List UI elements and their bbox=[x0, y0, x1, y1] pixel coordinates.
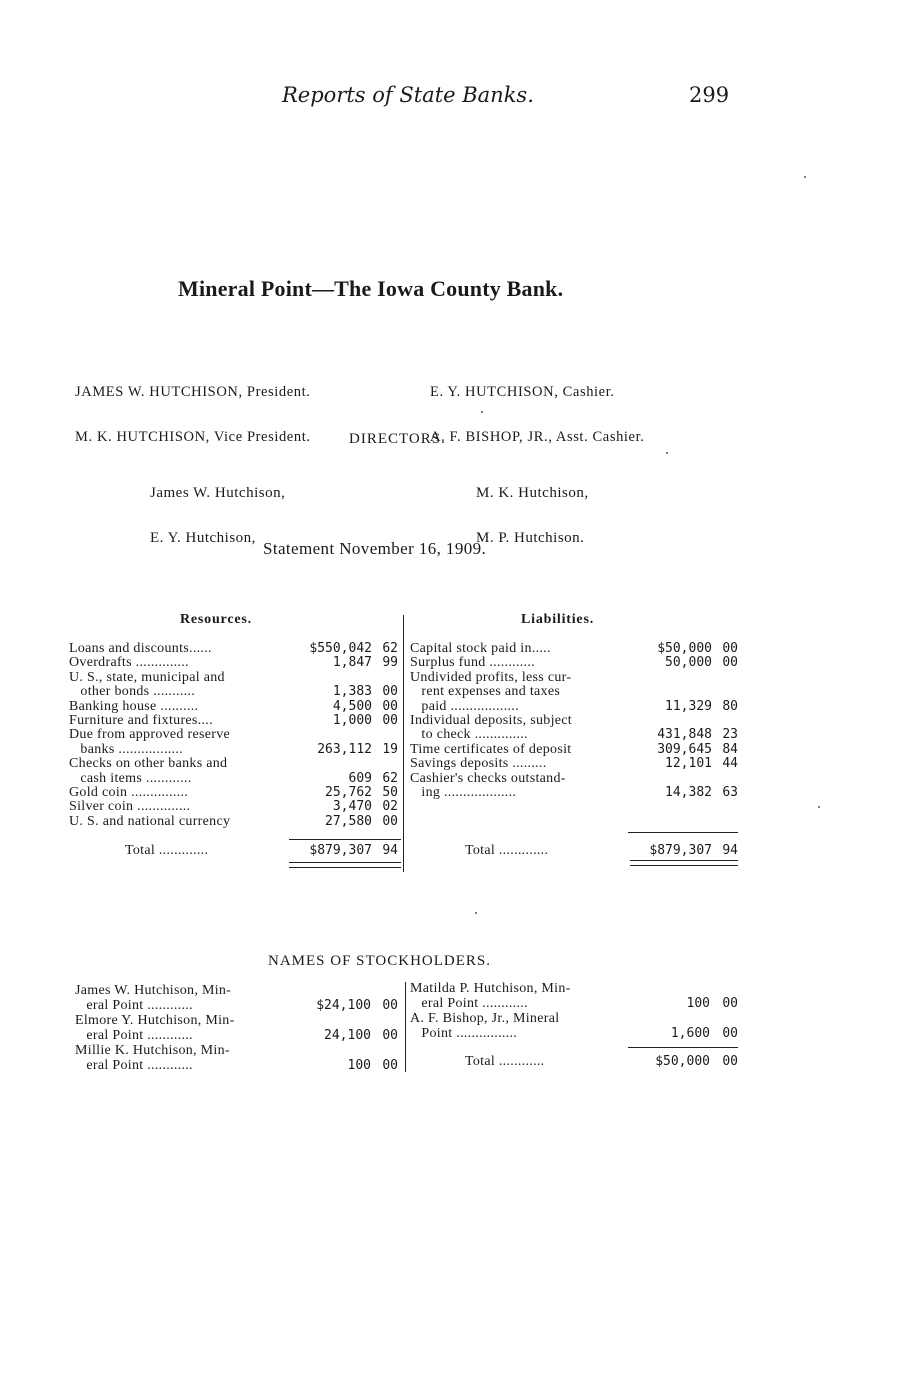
liability-row-label: Undivided profits, less cur- bbox=[410, 669, 572, 685]
stockholder-row-cents: 00 bbox=[382, 998, 398, 1013]
print-speck bbox=[818, 806, 820, 808]
liability-row-amount: 14,382 bbox=[665, 785, 712, 800]
liability-row-cents: 00 bbox=[722, 641, 738, 656]
officers-right bbox=[430, 355, 644, 460]
page-number: 299 bbox=[689, 83, 730, 107]
officer-asst-cashier: A. F. BISHOP, JR., Asst. Cashier. bbox=[430, 429, 645, 445]
director-name: James W. Hutchison, bbox=[150, 485, 286, 501]
director-name: M. P. Hutchison. bbox=[476, 530, 585, 546]
liabilities-total-double-rule bbox=[630, 860, 738, 866]
resource-row-amount: 3,470 bbox=[332, 799, 372, 815]
resource-row-label: banks ................. bbox=[69, 741, 183, 757]
liability-row-amount: 11,329 bbox=[665, 698, 712, 714]
liability-row-label: Savings deposits ......... bbox=[410, 756, 547, 772]
stockholders-total-amount: $50,000 bbox=[655, 1054, 710, 1069]
liability-row-label: to check .............. bbox=[410, 727, 528, 743]
resources-total-amount: $879,307 bbox=[309, 843, 372, 858]
liability-row-label: rent expenses and taxes bbox=[410, 684, 561, 700]
liability-row-cents: 23 bbox=[722, 727, 738, 743]
resource-row-cents: 00 bbox=[382, 813, 398, 829]
stockholder-row-label: James W. Hutchison, Min- bbox=[75, 983, 232, 998]
stockholder-row-label: eral Point ............ bbox=[75, 1058, 193, 1073]
stockholder-row-amount: 1,600 bbox=[670, 1026, 710, 1041]
resource-row bbox=[69, 700, 403, 714]
resource-row bbox=[69, 685, 403, 699]
resource-row-amount: 1,847 bbox=[332, 655, 372, 671]
liability-row bbox=[410, 671, 742, 685]
resource-row-cents: 00 bbox=[382, 684, 398, 700]
resource-row-label: Furniture and fixtures.... bbox=[69, 713, 213, 728]
resource-row-cents: 99 bbox=[382, 655, 398, 671]
officers-left bbox=[75, 355, 311, 460]
running-title: Reports of State Banks. bbox=[282, 83, 534, 107]
stockholder-row-label: A. F. Bishop, Jr., Mineral bbox=[410, 1011, 560, 1026]
resource-row bbox=[69, 714, 403, 728]
stockholders-right-list bbox=[410, 982, 742, 1042]
directors-heading: DIRECTORS. bbox=[349, 431, 446, 447]
resource-row bbox=[69, 728, 403, 742]
stockholder-row bbox=[75, 1029, 403, 1043]
resource-row bbox=[69, 815, 403, 829]
resource-row-label: Due from approved reserve bbox=[69, 727, 231, 743]
liability-row-amount: 309,645 bbox=[657, 741, 712, 757]
bank-title: Mineral Point—The Iowa County Bank. bbox=[178, 276, 564, 301]
resource-row-amount: 609 bbox=[348, 770, 372, 786]
stockholders-heading: NAMES OF STOCKHOLDERS. bbox=[268, 953, 492, 969]
stockholder-row bbox=[75, 999, 403, 1013]
resource-row-amount: 1,000 bbox=[332, 713, 372, 728]
liability-row-amount: $50,000 bbox=[657, 641, 712, 656]
stockholders-total-row bbox=[410, 1054, 742, 1070]
resource-row-cents: 00 bbox=[382, 713, 398, 728]
resource-row-cents: 62 bbox=[382, 641, 398, 656]
stockholder-row-label: Elmore Y. Hutchison, Min- bbox=[75, 1013, 235, 1028]
stockholder-row-label: eral Point ............ bbox=[410, 996, 528, 1011]
stockholder-row-label: eral Point ............ bbox=[75, 998, 193, 1013]
liability-row-label: Time certificates of deposit bbox=[410, 741, 572, 757]
stockholder-row bbox=[410, 982, 742, 996]
resource-row-label: other bonds ........... bbox=[69, 684, 196, 700]
stockholder-row-label: Matilda P. Hutchison, Min- bbox=[410, 981, 571, 996]
liabilities-total-cents: 94 bbox=[722, 843, 738, 858]
resource-row bbox=[69, 671, 403, 685]
stockholder-row bbox=[410, 1012, 742, 1026]
stockholder-row bbox=[410, 997, 742, 1011]
resources-heading: Resources. bbox=[180, 612, 252, 627]
resource-row-amount: 25,762 bbox=[325, 785, 372, 800]
resource-row-label: U. S., state, municipal and bbox=[69, 669, 225, 685]
stockholder-row-amount: 100 bbox=[686, 996, 710, 1011]
resource-row-amount: 27,580 bbox=[325, 813, 372, 829]
resource-row-cents: 50 bbox=[382, 785, 398, 800]
resource-row bbox=[69, 800, 403, 814]
resource-row-amount: 263,112 bbox=[317, 741, 372, 757]
stockholder-row-amount: 100 bbox=[347, 1058, 371, 1073]
resources-total-label: Total ............. bbox=[125, 843, 209, 858]
resource-row bbox=[69, 656, 403, 670]
liability-row bbox=[410, 700, 742, 714]
liability-row-amount: 431,848 bbox=[657, 727, 712, 743]
stockholder-row-amount: 24,100 bbox=[324, 1028, 371, 1043]
resource-row-label: cash items ............ bbox=[69, 770, 192, 786]
liability-row-amount: 50,000 bbox=[665, 655, 712, 671]
liability-row bbox=[410, 728, 742, 742]
liabilities-total-amount: $879,307 bbox=[649, 843, 712, 858]
resource-row-label: U. S. and national currency bbox=[69, 813, 231, 829]
liability-row bbox=[410, 757, 742, 771]
directors-right bbox=[476, 456, 589, 561]
stockholder-row-label: Millie K. Hutchison, Min- bbox=[75, 1043, 230, 1058]
liability-row-amount: 12,101 bbox=[665, 756, 712, 772]
stockholders-total-label: Total ............ bbox=[465, 1054, 545, 1069]
resource-row-label: Checks on other banks and bbox=[69, 756, 228, 772]
stockholder-row-cents: 00 bbox=[722, 1026, 738, 1041]
officer-cashier: E. Y. HUTCHISON, Cashier. bbox=[430, 384, 615, 400]
liability-row bbox=[410, 656, 742, 670]
liability-row-label: Capital stock paid in..... bbox=[410, 641, 551, 656]
stockholders-left-list bbox=[75, 984, 403, 1074]
liability-row-cents: 63 bbox=[722, 785, 738, 800]
liability-row-label: paid .................. bbox=[410, 698, 519, 714]
resource-row-cents: 00 bbox=[382, 698, 398, 714]
resource-row bbox=[69, 786, 403, 800]
director-name: M. K. Hutchison, bbox=[476, 485, 589, 501]
liability-row bbox=[410, 642, 742, 656]
stockholder-row-cents: 00 bbox=[722, 996, 738, 1011]
liabilities-list bbox=[410, 642, 742, 842]
stockholders-total-cents: 00 bbox=[722, 1054, 738, 1069]
resource-row-amount: 1,383 bbox=[332, 684, 372, 700]
liability-row-cents: 80 bbox=[722, 698, 738, 714]
liabilities-total-row bbox=[410, 843, 742, 859]
print-speck bbox=[481, 411, 483, 413]
resource-row-cents: 62 bbox=[382, 770, 398, 786]
liability-row-label: Individual deposits, subject bbox=[410, 713, 572, 728]
resources-total-cents: 94 bbox=[382, 843, 398, 858]
liabilities-heading: Liabilities. bbox=[521, 612, 594, 627]
officer-president: JAMES W. HUTCHISON, President. bbox=[75, 384, 311, 400]
resource-row-amount: $550,042 bbox=[309, 641, 372, 656]
liability-row bbox=[410, 786, 742, 800]
liability-row bbox=[410, 685, 742, 699]
stockholder-row bbox=[410, 1027, 742, 1041]
resource-row bbox=[69, 757, 403, 771]
resource-row-cents: 19 bbox=[382, 741, 398, 757]
liability-row-cents: 44 bbox=[722, 756, 738, 772]
print-speck bbox=[804, 176, 806, 178]
resource-row-cents: 02 bbox=[382, 799, 398, 815]
liability-row-label: Surplus fund ............ bbox=[410, 655, 535, 671]
liability-row-cents: 00 bbox=[722, 655, 738, 671]
stockholder-row bbox=[75, 1044, 403, 1058]
stockholder-row bbox=[75, 1059, 403, 1073]
resource-row bbox=[69, 642, 403, 656]
liabilities-total-rule bbox=[628, 832, 738, 833]
resources-total-double-rule bbox=[289, 862, 401, 868]
print-speck bbox=[666, 452, 668, 454]
officer-vice-president: M. K. HUTCHISON, Vice President. bbox=[75, 429, 311, 445]
director-name: E. Y. Hutchison, bbox=[150, 530, 256, 546]
stockholders-divider bbox=[405, 982, 406, 1072]
resource-row bbox=[69, 743, 403, 757]
resources-total-rule bbox=[289, 839, 401, 840]
resource-row-label: Banking house .......... bbox=[69, 698, 199, 714]
liability-row bbox=[410, 743, 742, 757]
liabilities-total-label: Total ............. bbox=[465, 843, 549, 858]
stockholder-row-cents: 00 bbox=[382, 1058, 398, 1073]
stockholder-row-amount: $24,100 bbox=[316, 998, 371, 1013]
liability-row bbox=[410, 772, 742, 786]
resources-list bbox=[69, 642, 403, 842]
print-speck bbox=[475, 912, 477, 914]
stockholder-row-cents: 00 bbox=[382, 1028, 398, 1043]
statement-title: Statement November 16, 1909. bbox=[263, 539, 487, 558]
liability-row bbox=[410, 714, 742, 728]
stockholders-total-rule bbox=[628, 1047, 738, 1048]
liability-row-cents: 84 bbox=[722, 741, 738, 757]
liability-row-label: ing ................... bbox=[410, 785, 517, 800]
resource-row-label: Loans and discounts...... bbox=[69, 641, 212, 656]
liability-row-label: Cashier's checks outstand- bbox=[410, 770, 566, 786]
stockholder-row-label: eral Point ............ bbox=[75, 1028, 193, 1043]
resource-row-amount: 4,500 bbox=[332, 698, 372, 714]
resource-row bbox=[69, 772, 403, 786]
resource-row-label: Silver coin .............. bbox=[69, 799, 191, 815]
resource-row-label: Gold coin ............... bbox=[69, 785, 189, 800]
resource-row-label: Overdrafts .............. bbox=[69, 655, 189, 671]
column-divider bbox=[403, 615, 404, 872]
stockholder-row-label: Point ................ bbox=[410, 1026, 518, 1041]
stockholder-row bbox=[75, 984, 403, 998]
stockholder-row bbox=[75, 1014, 403, 1028]
resources-total-row bbox=[69, 843, 403, 859]
